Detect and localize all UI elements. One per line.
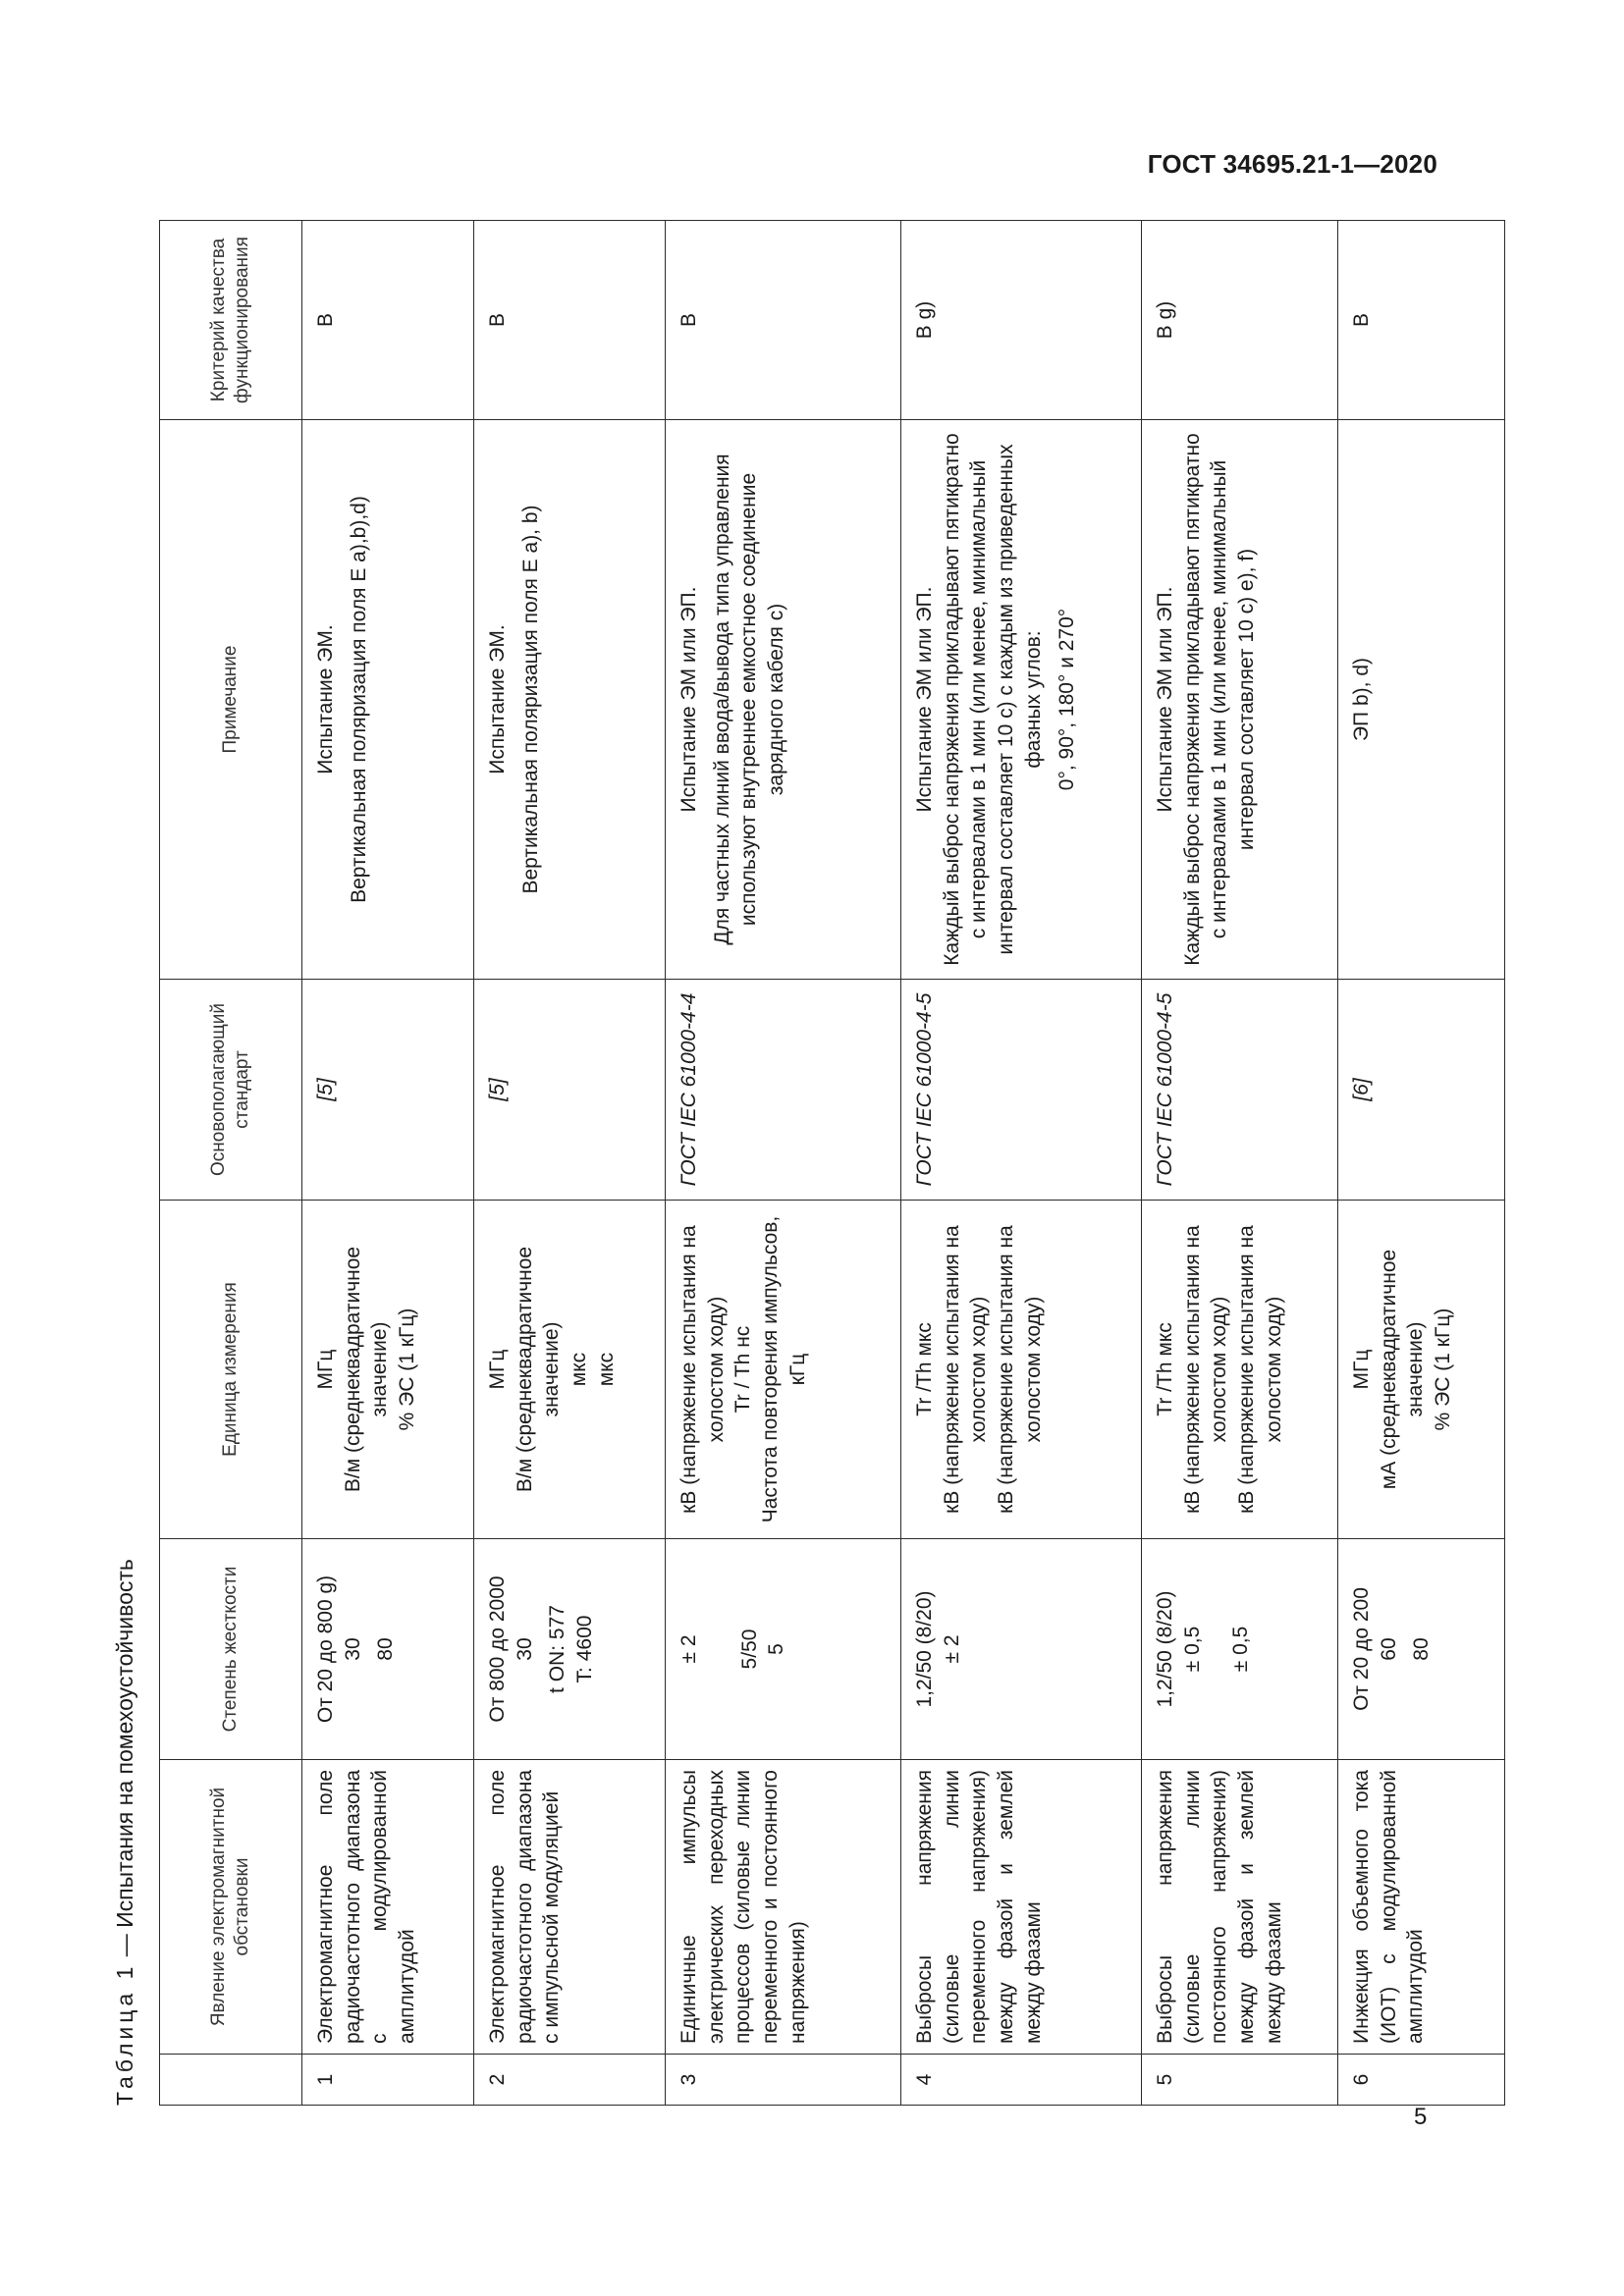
- row-num: 4: [901, 2055, 1142, 2106]
- page-number: 5: [1414, 2104, 1428, 2130]
- row-criterion: B: [1338, 221, 1505, 420]
- rotated-table-page: [108, 211, 1455, 2115]
- row-standard: ГОСТ IEC 61000-4-4: [666, 980, 901, 1201]
- row-standard: [5]: [474, 980, 666, 1201]
- row-phenomenon: Выбросы напряжения (силовые линии постоянного напряжения) между фазой и землей между фазами: [1142, 1760, 1338, 2055]
- row-unit: кВ (напряжение испытания на холостом ходу) Tr / Th нс Частота повторения импульсов, кГц: [666, 1201, 901, 1539]
- row-criterion: B g): [901, 221, 1142, 420]
- row-note: Испытание ЭМ или ЭП. Каждый выброс напряжения прикладывают пятикратно с интервалами в 1 мин (или менее, минимальный интервал составляет 10 с) e), f): [1142, 420, 1338, 980]
- row-unit: Tr /Th мкс кВ (напряжение испытания на холостом ходу) кВ (напряжение испытания на холостом ходу): [901, 1201, 1142, 1539]
- row-severity: 1,2/50 (8/20) ± 2: [901, 1539, 1142, 1760]
- row-criterion: B g): [1142, 221, 1338, 420]
- row-criterion: B: [474, 221, 666, 420]
- row-unit: МГц мА (среднеквадратичное значение) % ЭС (1 кГц): [1338, 1201, 1505, 1539]
- row-num: 2: [474, 2055, 666, 2106]
- row-phenomenon: Выбросы напряжения (силовые линии переменного напряжения) между фазой и землей между фазами: [901, 1760, 1142, 2055]
- row-phenomenon: Электромагнитное поле радиочастотного диапазона с модулированной амплитудой: [302, 1760, 474, 2055]
- document-number: ГОСТ 34695.21-1—2020: [1147, 149, 1437, 179]
- table-caption-prefix: Таблица 1: [112, 1962, 137, 2106]
- row-severity: 1,2/50 (8/20) ± 0,5 ± 0,5: [1142, 1539, 1338, 1760]
- col-header-unit: Единица измерения: [160, 1201, 302, 1539]
- col-header-phenomenon: Явление электромагнитной обстановки: [160, 1760, 302, 2055]
- row-phenomenon: Инжекция объемного тока (ИОТ) с модулированной амплитудой: [1338, 1760, 1505, 2055]
- table-header-row: [160, 221, 302, 2106]
- row-num: 5: [1142, 2055, 1338, 2106]
- row-note: Испытание ЭМ или ЭП. Каждый выброс напряжения прикладывают пятикратно с интервалами в 1 мин (или менее, минимальный интервал составляет 10 с) с каждым из приведенных фазных углов: 0°, 90°, 180° и 270°: [901, 420, 1142, 980]
- table-row: [1142, 221, 1338, 2106]
- row-num: 6: [1338, 2055, 1505, 2106]
- row-note: ЭП b), d): [1338, 420, 1505, 980]
- immunity-tests-table: [159, 220, 1505, 2106]
- row-note: Испытание ЭМ или ЭП. Для частных линий ввода/вывода типа управления используют внутреннее емкостное соединение зарядного кабеля c): [666, 420, 901, 980]
- row-unit: Tr /Th мкс кВ (напряжение испытания на холостом ходу) кВ (напряжение испытания на холостом ходу): [1142, 1201, 1338, 1539]
- row-severity: От 20 до 200 60 80: [1338, 1539, 1505, 1760]
- row-unit: МГц В/м (среднеквадратичное значение) % ЭС (1 кГц): [302, 1201, 474, 1539]
- table-row: [1338, 221, 1505, 2106]
- row-criterion: B: [302, 221, 474, 420]
- table-caption: [112, 1559, 138, 2106]
- row-unit: МГц В/м (среднеквадратичное значение) мкс мкс: [474, 1201, 666, 1539]
- row-standard: [5]: [302, 980, 474, 1201]
- col-header-note: Примечание: [160, 420, 302, 980]
- col-header-standard: Основополагающий стандарт: [160, 980, 302, 1201]
- col-header-severity: Степень жесткости: [160, 1539, 302, 1760]
- table-row: [901, 221, 1142, 2106]
- row-standard: ГОСТ IEC 61000-4-5: [1142, 980, 1338, 1201]
- row-criterion: B: [666, 221, 901, 420]
- row-severity: ± 2 5/50 5: [666, 1539, 901, 1760]
- table-row: [666, 221, 901, 2106]
- table-row: [302, 221, 474, 2106]
- table-caption-title: — Испытания на помехоустойчивость: [112, 1559, 137, 1963]
- row-phenomenon: Электромагнитное поле радиочастотного диапазона с импульсной модуляцией: [474, 1760, 666, 2055]
- row-phenomenon: Единичные импульсы электрических переходных процессов (силовые линии переменного и постоянного напряжения): [666, 1760, 901, 2055]
- row-standard: [6]: [1338, 980, 1505, 1201]
- row-num: 3: [666, 2055, 901, 2106]
- col-header-criterion: Критерий качества функционирования: [160, 221, 302, 420]
- col-header-num: [160, 2055, 302, 2106]
- row-note: Испытание ЭМ. Вертикальная поляризация поля E a),b),d): [302, 420, 474, 980]
- row-severity: От 20 до 800 g) 30 80: [302, 1539, 474, 1760]
- row-standard: ГОСТ IEC 61000-4-5: [901, 980, 1142, 1201]
- row-note: Испытание ЭМ. Вертикальная поляризация поля E a), b): [474, 420, 666, 980]
- table-row: [474, 221, 666, 2106]
- row-severity: От 800 до 2000 30 t ON: 577 T: 4600: [474, 1539, 666, 1760]
- row-num: 1: [302, 2055, 474, 2106]
